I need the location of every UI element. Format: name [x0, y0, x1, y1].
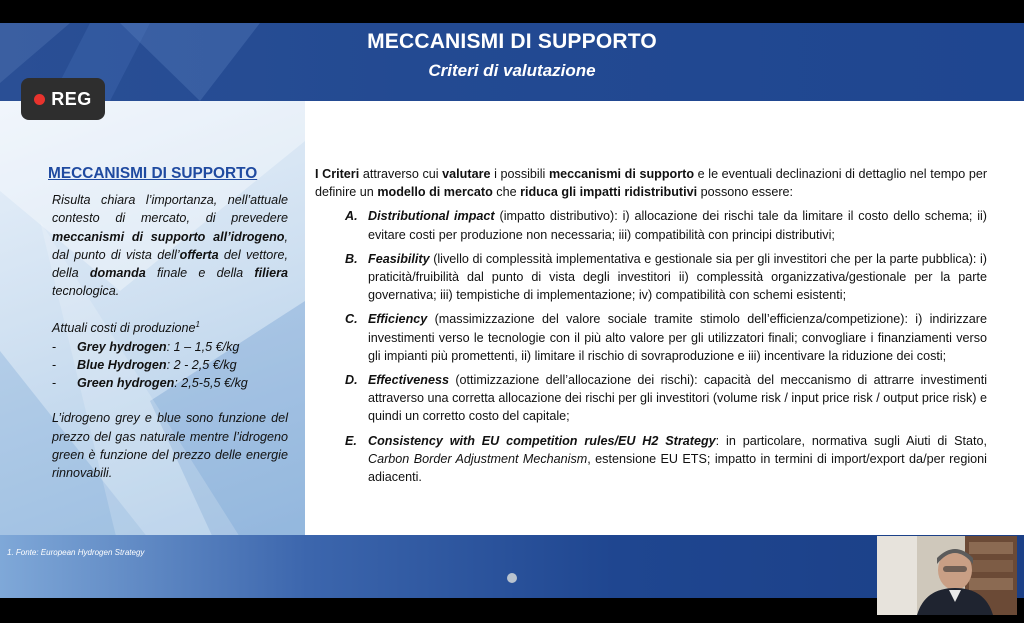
list-item: B. Feasibility (livello di complessità implementativa e gestionale sia per gli investitori che per la parte pubblica): i) praticità/fruibilità dal punto di vista degli investitori ii) complessità organizzativa/gestionale per la parte governativa; iii) tempistiche di implementazione; iv) compatibilità con schemi esistenti; [345, 251, 987, 303]
right-column [315, 165, 987, 492]
webcam-thumbnail[interactable] [877, 536, 1017, 615]
list-item: - Blue Hydrogen: 2 - 2,5 €/kg [52, 358, 237, 373]
slide-progress-dot[interactable] [507, 573, 517, 583]
slide-header [0, 23, 1024, 101]
slide [0, 23, 1024, 598]
list-item: C. Efficiency (massimizzazione del valore sociale tramite stimolo dell’efficienza/competizione): i) indirizzare investimenti verso le tecnologie con il più alto valore per gli utilizzatori finali; convogliare i finanziamenti verso gli impianti più promettenti, ii) limitare il rischio di sovraproduzione e iii) incentivare la riduzione dei costi; [345, 312, 987, 363]
footnote: 1. Fonte: European Hydrogen Strategy [7, 548, 145, 557]
criteria-intro: I Criteri attraverso cui valutare i possibili meccanismi di supporto e le eventuali declinazioni di dettaglio nel tempo per definire un modello di mercato che riduca gli impatti ridistributivi possono essere: [315, 167, 988, 200]
speaker-video-icon [877, 536, 1017, 615]
slide-title: MECCANISMI DI SUPPORTO [367, 30, 657, 53]
list-item: A. Distributional impact (impatto distributivo): i) allocazione dei rischi tale da limitare il costo dello schema; ii) evitare costi per produzione non necessaria; iii) compatibilità con principi distributivi; [345, 209, 987, 242]
list-item: E. Consistency with EU competition rules/EU H2 Strategy: in particolare, normativa sugli Aiuti di Stato, Carbon Border Adjustment Mechanism, estensione EU ETS; impatto in termini di import/export da/per regioni adiacenti. [345, 433, 987, 485]
list-item: - Green hydrogen: 2,5-5,5 €/kg [52, 376, 248, 391]
recording-label: REG [51, 88, 92, 109]
recording-badge[interactable] [21, 78, 105, 120]
list-item: D. Effectiveness (ottimizzazione dell’allocazione dei rischi): capacità del meccanismo di attrarre investimenti attraverso una corretta allocazione dei rischi per gli investitori (volume risk / input price risk / output price risk) e quindi un corretto costo del capitale; [345, 373, 987, 424]
left-column [48, 165, 288, 482]
costs-list [52, 338, 288, 393]
slide-subtitle: Criteri di valutazione [428, 61, 596, 80]
criteria-list [315, 207, 987, 486]
left-heading: MECCANISMI DI SUPPORTO [48, 165, 258, 182]
record-icon [34, 94, 45, 105]
slide-footer [0, 535, 1024, 598]
intro-paragraph: Risulta chiara l’importanza, nell’attuale contesto di mercato, di prevedere meccanismi di supporto all’idrogeno, dal punto di vista dell’offerta del vettore, della domanda finale e della filiera tecnologica. [52, 193, 288, 299]
list-item: - Grey hydrogen: 1 – 1,5 €/kg [52, 339, 240, 354]
closing-paragraph: L’idrogeno grey e blue sono funzione del prezzo del gas naturale mentre l’idrogeno green è funzione del prezzo delle energie rinnovabili. [52, 411, 288, 481]
costs-title: Attuali costi di produzione$^1$ [52, 320, 200, 336]
